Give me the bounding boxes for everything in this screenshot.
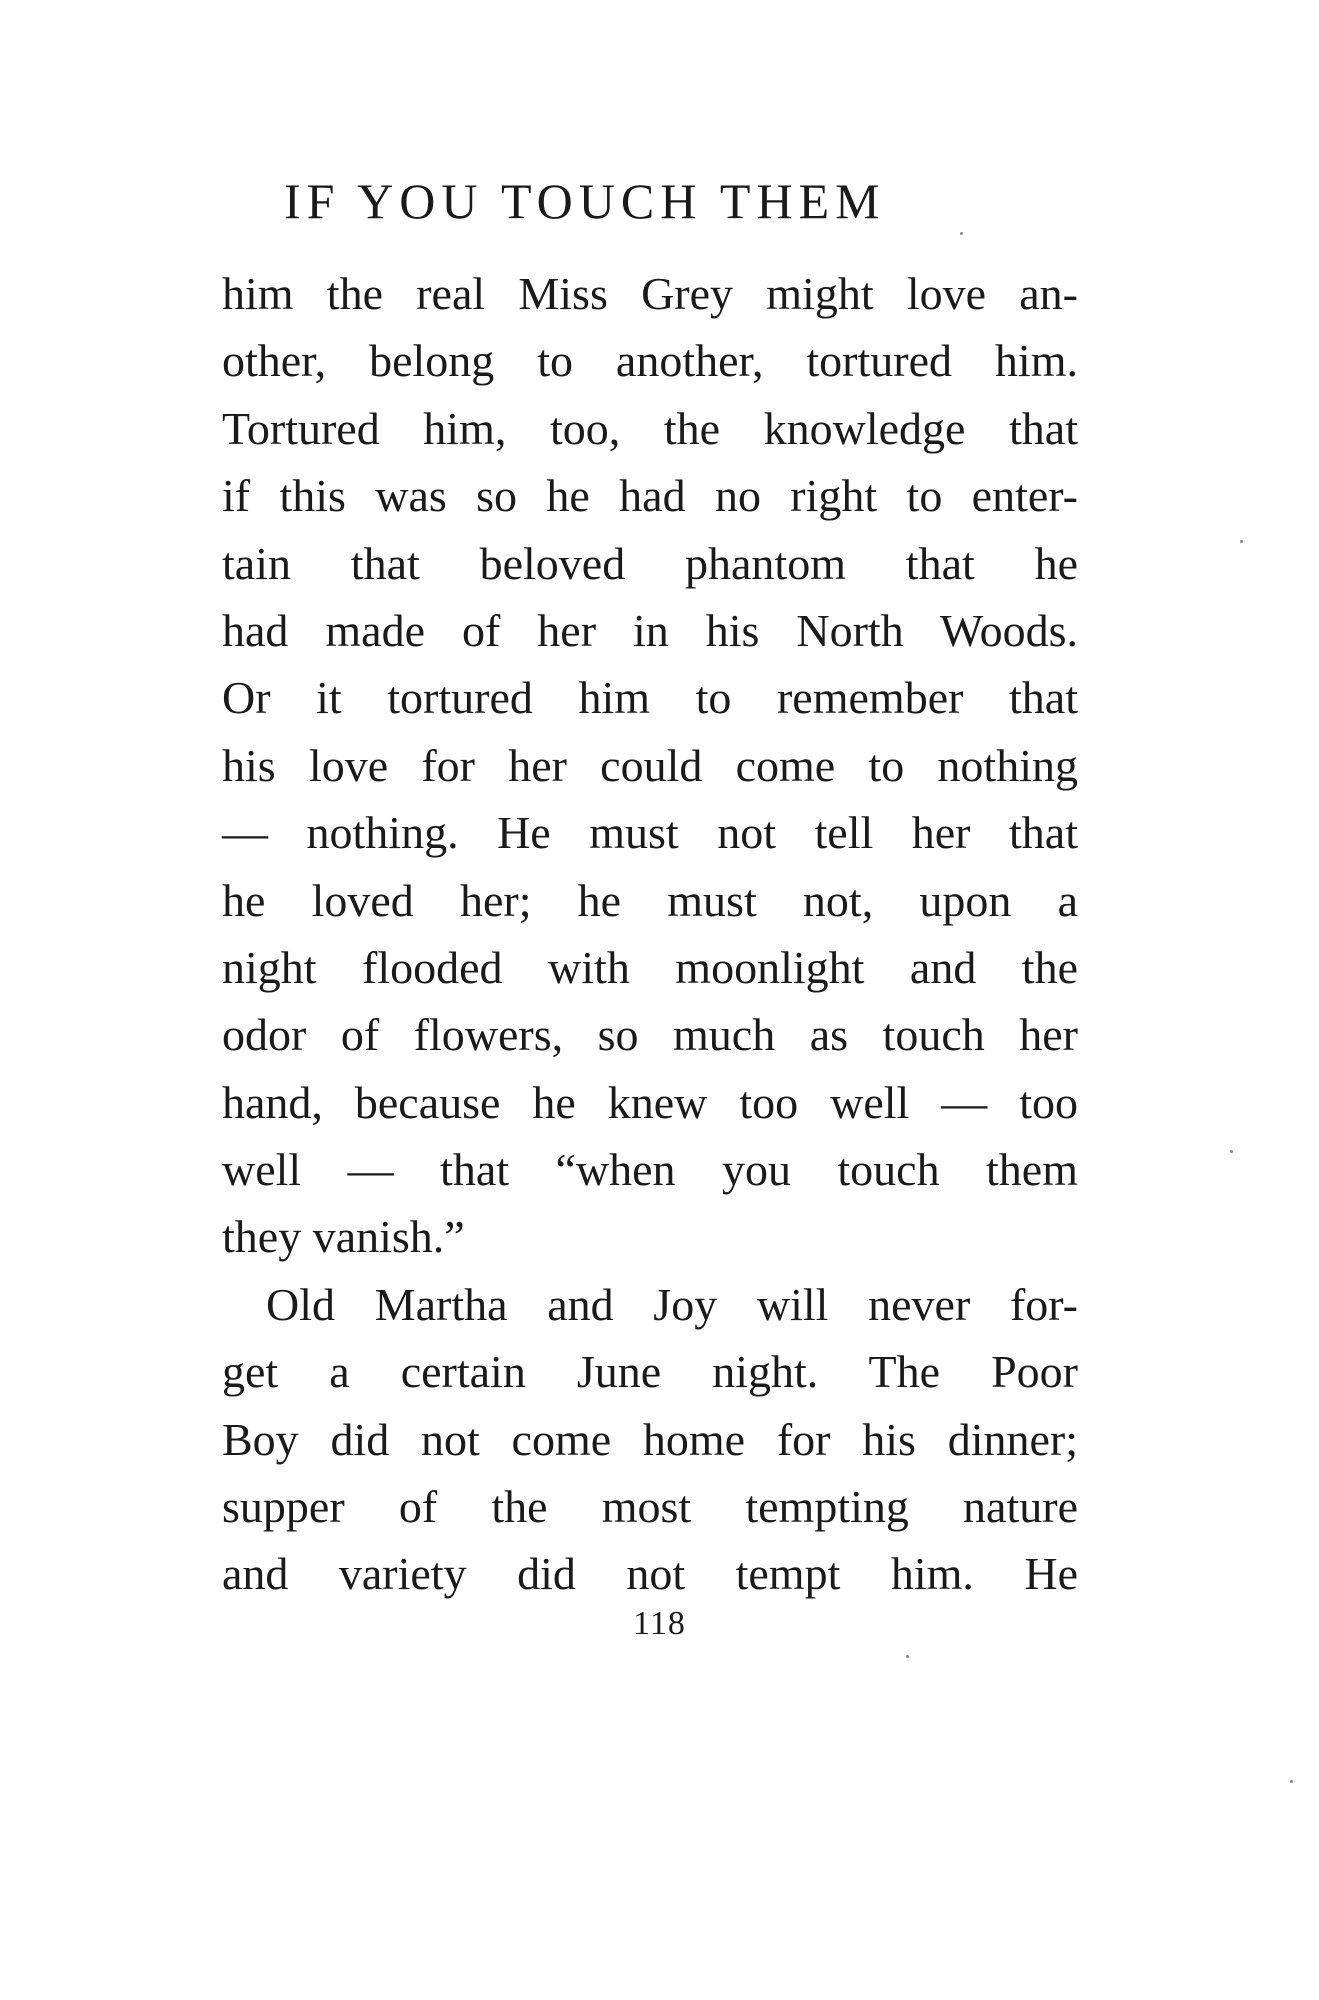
text-line: him the real Miss Grey might love an-: [222, 268, 1078, 319]
paragraph-2: [222, 1271, 1078, 1608]
page-number: 118: [633, 1605, 686, 1642]
text-line: Tortured him, too, the knowledge that: [222, 402, 1078, 454]
text-line: other, belong to another, tortured him.: [222, 335, 1078, 387]
paper-speck: [1230, 1150, 1233, 1153]
paragraph-1: [222, 260, 1078, 1271]
text-line: and variety did not tempt him. He: [222, 1548, 1078, 1600]
text-line: odor of flowers, so much as touch her: [222, 1009, 1078, 1061]
text-line: hand, because he knew too well — too: [222, 1076, 1078, 1128]
text-line: Old Martha and Joy will never for-: [266, 1278, 1078, 1330]
text-line: night flooded with moonlight and the: [222, 941, 1078, 993]
text-line: well — that “when you touch them: [222, 1144, 1078, 1196]
body-text: [222, 260, 1078, 1608]
paper-speck: [960, 232, 963, 235]
paper-speck: [1290, 1780, 1293, 1783]
text-line: had made of her in his North Woods.: [222, 604, 1078, 656]
text-line: they vanish.”: [222, 1211, 465, 1263]
text-line: Or it tortured him to remember that: [222, 672, 1078, 724]
text-line: tain that beloved phantom that he: [222, 537, 1078, 589]
text-line: supper of the most tempting nature: [222, 1481, 1078, 1533]
text-line: get a certain June night. The Poor: [222, 1346, 1078, 1398]
text-line: he loved her; he must not, upon a: [222, 874, 1078, 926]
text-line: his love for her could come to nothing: [222, 739, 1078, 791]
paper-speck: [906, 1655, 909, 1658]
text-line: Boy did not come home for his dinner;: [222, 1413, 1078, 1465]
text-line: if this was so he had no right to enter-: [222, 470, 1078, 522]
paper-speck: [1240, 540, 1243, 543]
running-head: IF YOU TOUCH THEM: [284, 173, 886, 229]
text-line: — nothing. He must not tell her that: [222, 807, 1078, 859]
